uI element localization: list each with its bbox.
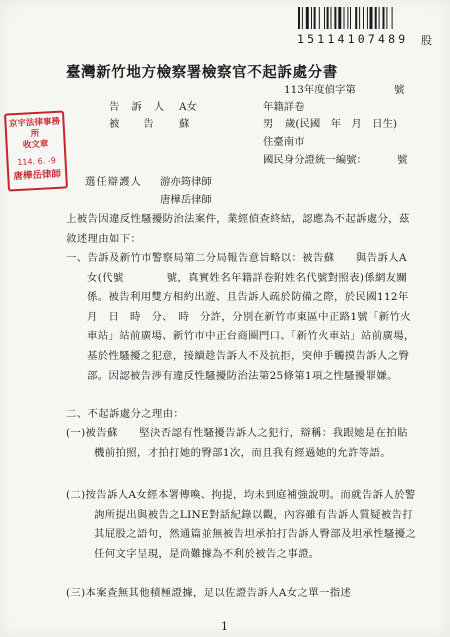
reason-item-3: (三)本案查無其他積極證據，足以佐證告訴人A女之單一指述 bbox=[66, 587, 352, 599]
receipt-stamp bbox=[4, 110, 68, 191]
complainant-name: A女 bbox=[179, 101, 197, 113]
document-title: 臺灣新竹地方檢察署檢察官不起訴處分書 bbox=[66, 64, 338, 81]
defendant-gender: 男 bbox=[263, 118, 274, 130]
page-number: 1 bbox=[221, 620, 228, 633]
defendant-age: 歲(民國 年 月 日生) bbox=[285, 118, 398, 130]
counsel-role: 選任辯護人 bbox=[85, 176, 142, 188]
section-2-heading: 二、不起訴處分之理由： bbox=[66, 408, 185, 420]
intro-paragraph: 上被告因違反性騷擾防治法案件，業經偵查終結，認應為不起訴處分，茲敘述理由如下： bbox=[66, 213, 410, 245]
stamp-name: 唐樺岳律師 bbox=[13, 168, 62, 183]
defendant-id-label: 國民身分證統一編號： bbox=[263, 154, 367, 166]
defendant-name: 蘇 bbox=[179, 118, 190, 130]
stamp-label: 收文章 bbox=[22, 139, 49, 151]
defendant-role: 被告 bbox=[109, 118, 178, 130]
barcode-suffix: 股 bbox=[421, 34, 432, 47]
defendant-address: 住臺南市 bbox=[263, 136, 305, 148]
reason-item-1: (一)被告蘇 堅決否認有性騷擾告訴人之犯行，辯稱：我跟她是在拍貼機前拍照，才拍打她的臀部1次，而且我有經過她的允許等語。 bbox=[66, 427, 408, 459]
case-number-suffix: 號 bbox=[394, 84, 405, 96]
counsel-lawyer-2: 唐樺岳律師 bbox=[160, 194, 212, 206]
counsel-lawyer-1: 游亦筠律師 bbox=[160, 176, 212, 188]
complainant-detail: 年籍詳卷 bbox=[263, 101, 305, 113]
section-1-paragraph: 一、告訴及新竹市警察局第二分局報告意旨略以：被告蘇 與告訴人A女(代號 號，真實姓名年籍詳卷附姓名代號對照表)係網友關係。被告利用雙方相約出遊、且告訴人疏於防備之際，於民國112年 月 日 時 分、 時 分許，分別在新竹市東區中正路1號「新竹火車站」站前廣場、新竹市中正台商圈門口、「新竹火車站」站前廣場，基於性騷擾之犯意，接續趁告訴人不及抗拒，突伸手觸摸告訴人之臀部。因認被告涉有違反性騷擾防治法第25條第1項之性騷擾罪嫌。 bbox=[66, 252, 420, 382]
complainant-role: 告訴人 bbox=[109, 101, 177, 113]
defendant-id-suffix: 號 bbox=[397, 154, 408, 166]
stamp-firm: 京宇法律事務所 bbox=[8, 116, 61, 140]
barcode bbox=[298, 7, 418, 29]
reason-item-2: (二)按告訴人A女經本署傳喚、拘提，均未到庭補強說明。而就告訴人於警詢所提出與被告之LINE對話紀錄以觀，內容雖有告訴人質疑被告打其屁股之語句，然通篇並無被告坦承拍打告訴人臀部及坦承性騷擾之任何文字呈現，是尚難據為不利於被告之事證。 bbox=[66, 489, 417, 560]
case-number: 113年度偵字第 bbox=[284, 84, 356, 96]
stamp-date: 114. 6. -9 bbox=[17, 155, 57, 167]
barcode-number: 15114107489 bbox=[297, 32, 409, 46]
